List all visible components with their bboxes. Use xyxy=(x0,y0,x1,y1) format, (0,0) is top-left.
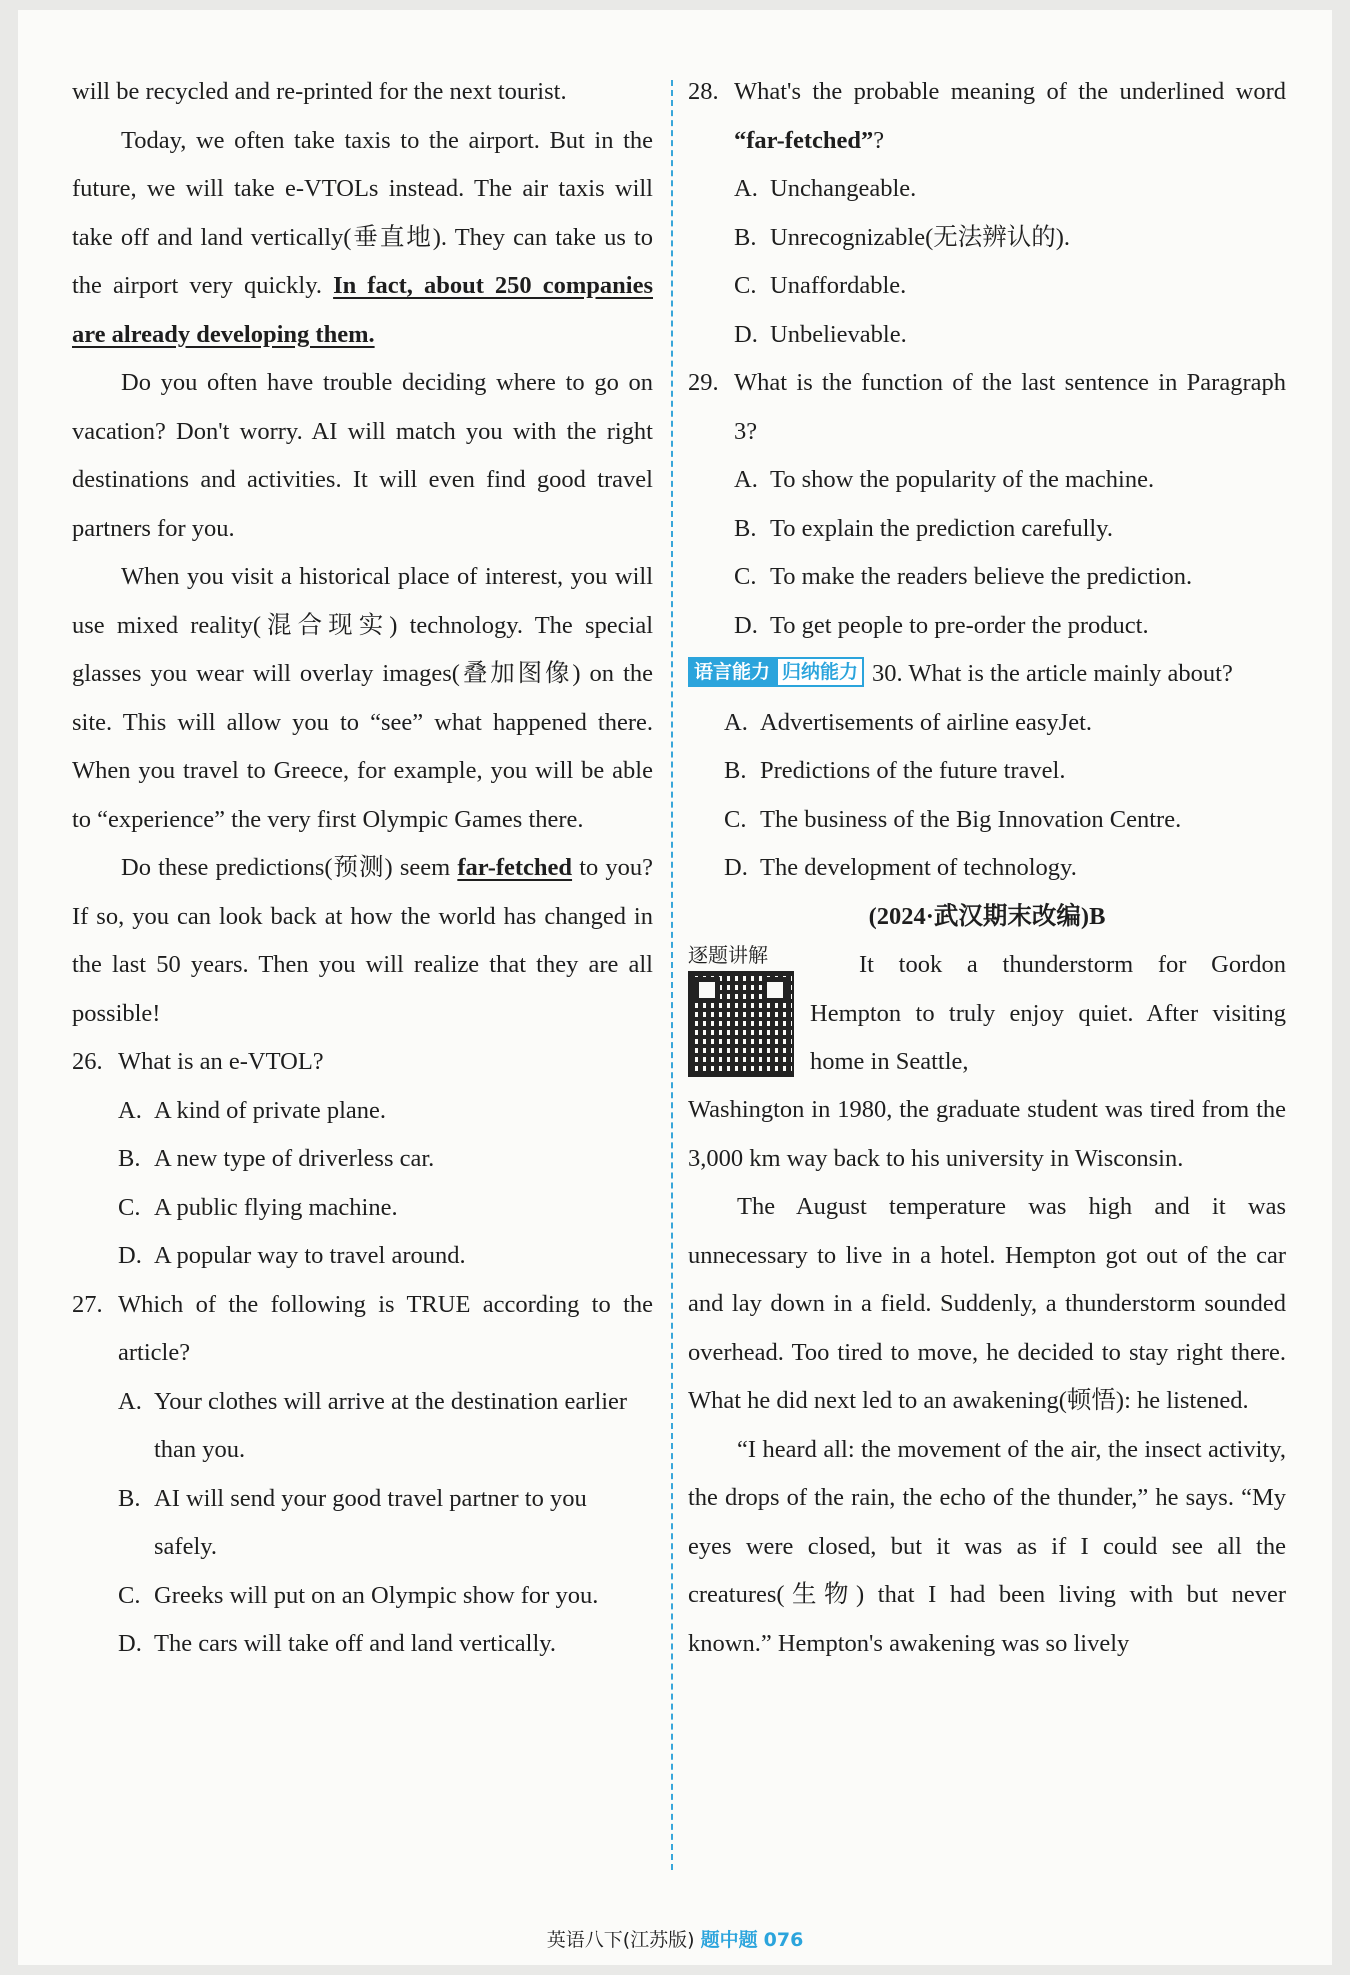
option-b[interactable]: B. A new type of driverless car. xyxy=(118,1145,435,1172)
passage-b-intro xyxy=(688,941,1286,1086)
question-text: What is the function of the last sentence in Paragraph 3? xyxy=(734,369,1286,445)
qr-label: 逐题讲解 xyxy=(688,945,768,967)
question-29 xyxy=(688,359,1286,650)
paragraph-continuation: will be recycled and re-printed for the next tourist. xyxy=(72,78,567,105)
paragraph-predictions: Do these predictions(预测) seem far-fetched to you? If so, you can look back at how the world has changed in the last 50 years. Then you will realize that they are all possible! xyxy=(72,854,653,1027)
option-d[interactable]: D. A popular way to travel around. xyxy=(118,1242,466,1269)
question-28 xyxy=(688,68,1286,359)
series-name: 题中题 xyxy=(700,1929,758,1951)
page-number: 076 xyxy=(763,1929,804,1951)
option-a[interactable]: A. Advertisements of airline easyJet. xyxy=(724,708,1093,736)
paragraph-mixed-reality: When you visit a historical place of interest, you will use mixed reality(混合现实) technology. The special glasses you wear will overlay images(叠加图像) on the site. This will allow you to “see” what happened there. When you travel to Greece, for example, you will be able to “experience” the very first Olympic Games there. xyxy=(72,563,653,833)
option-b[interactable]: B. Predictions of the future travel. xyxy=(724,757,1066,784)
option-d[interactable]: D. The development of technology. xyxy=(724,854,1077,881)
question-number: 26. xyxy=(72,1048,103,1075)
option-c[interactable]: C. To make the readers believe the prediction. xyxy=(734,563,1193,590)
paragraph-b-continued: Washington in 1980, the graduate student was tired from the 3,000 km way back to his university in Wisconsin. xyxy=(688,1096,1286,1172)
page-footer xyxy=(18,1925,1332,1952)
option-a[interactable]: A. Your clothes will arrive at the destination earlier than you. xyxy=(118,1387,628,1463)
paragraph-b-start: It took a thunderstorm for Gordon Hempton to truly enjoy quiet. After visiting home in Seattle, xyxy=(810,951,1286,1075)
book-title: 英语八下(江苏版) xyxy=(546,1929,695,1951)
left-column xyxy=(72,68,653,1669)
option-a[interactable]: A. To show the popularity of the machine. xyxy=(734,466,1155,493)
option-c[interactable]: C. Unaffordable. xyxy=(734,272,907,299)
option-d[interactable]: D. To get people to pre-order the product. xyxy=(734,611,1149,639)
question-number: 29. xyxy=(688,369,719,396)
page xyxy=(18,10,1332,1965)
question-number: 28. xyxy=(688,78,719,105)
underlined-word: far-fetched xyxy=(457,854,573,881)
option-b[interactable]: B. To explain the prediction carefully. xyxy=(734,514,1113,542)
right-column xyxy=(688,68,1286,1668)
language-ability-badge: 语言能力 xyxy=(688,657,776,687)
option-a[interactable]: A. A kind of private plane. xyxy=(118,1096,387,1124)
question-number: 27. xyxy=(72,1290,103,1318)
paragraph-ai: Do you often have trouble deciding where to go on vacation? Don't worry. AI will match you with the right destinations and activities. It will even find good travel partners for you. xyxy=(72,369,653,542)
column-divider xyxy=(671,80,673,1870)
qr-code-block[interactable] xyxy=(688,941,798,1077)
question-27 xyxy=(72,1281,653,1669)
paragraph-b-quote: “I heard all: the movement of the air, the insect activity, the drops of the rain, the echo of the thunder,” he says. “My eyes were closed, but it was as if I could see all the creatures(生物) that I had been living with but never known.” Hempton's awakening was so lively xyxy=(688,1435,1286,1657)
question-text: 语言能力 归纳能力 30. What is the article mainly about? xyxy=(688,650,1286,699)
underlined-sentence: In fact, about 250 companies are already developing them. xyxy=(72,272,653,348)
paragraph-b-field: The August temperature was high and it was unnecessary to live in a hotel. Hempton got out of the car and lay down in a field. Suddenly, a thunderstorm sounded overhead. Too tired to move, he decided to stay right there. What he did next led to an awakening(顿悟): he listened. xyxy=(688,1193,1286,1414)
option-d[interactable]: D. Unbelievable. xyxy=(734,320,907,348)
question-26 xyxy=(72,1038,653,1281)
option-c[interactable]: C. Greeks will put on an Olympic show for you. xyxy=(118,1581,599,1609)
option-b[interactable]: B. AI will send your good travel partner to you safely. xyxy=(118,1484,587,1560)
option-b[interactable]: B. Unrecognizable(无法辨认的). xyxy=(734,223,1071,251)
question-text: Which of the following is TRUE according to the article? xyxy=(118,1290,653,1366)
option-c[interactable]: C. The business of the Big Innovation Centre. xyxy=(724,805,1182,833)
option-d[interactable]: D. The cars will take off and land vertically. xyxy=(118,1630,557,1657)
induction-ability-badge: 归纳能力 xyxy=(776,657,864,687)
passage-source: (2024·武汉期末改编)B xyxy=(868,902,1106,930)
paragraph-taxis: Today, we often take taxis to the airport. But in the future, we will take e-VTOLs instead. The air taxis will take off and land vertically(垂直地). They can take us to the airport very quickly. In fact, about 250 companies are already developing them. xyxy=(72,126,653,348)
question-text: What is an e-VTOL? xyxy=(118,1048,324,1075)
qr-code-icon[interactable] xyxy=(688,971,794,1077)
question-30 xyxy=(688,650,1286,893)
question-text: What's the probable meaning of the underlined word “far-fetched”? xyxy=(734,78,1286,154)
option-c[interactable]: C. A public flying machine. xyxy=(118,1193,398,1221)
question-number: 30. xyxy=(872,660,903,687)
option-a[interactable]: A. Unchangeable. xyxy=(734,175,917,202)
